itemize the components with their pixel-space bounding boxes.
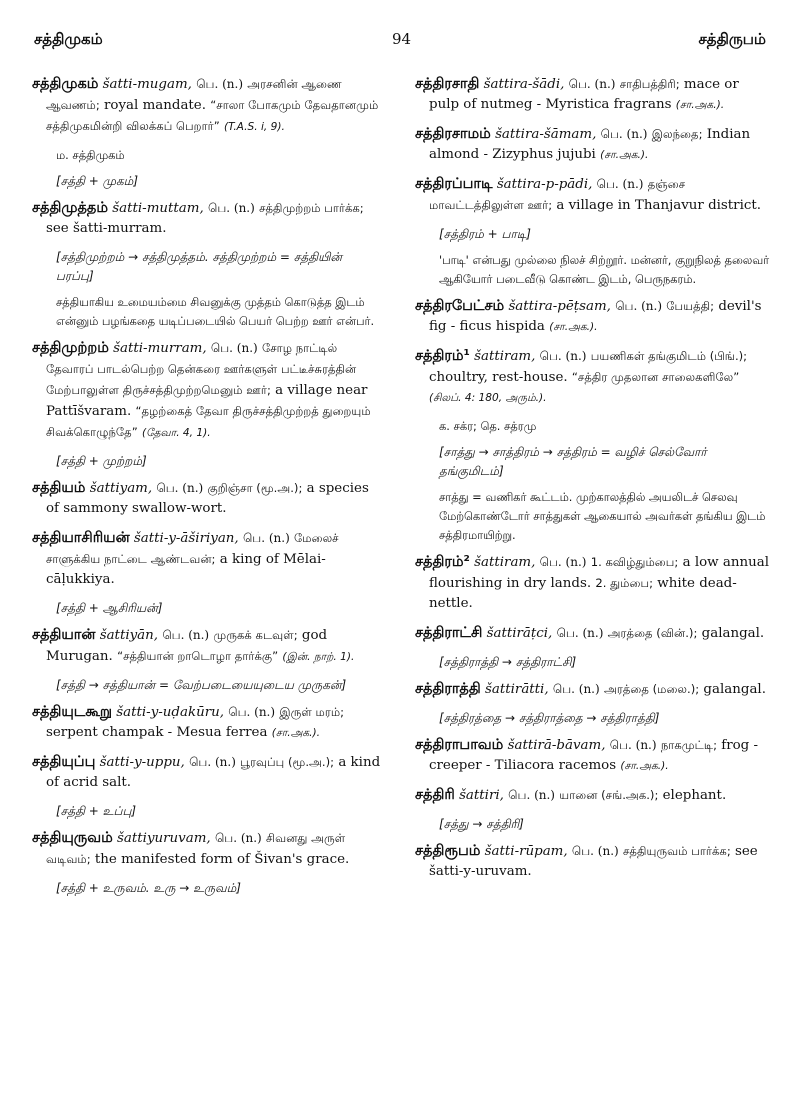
etymology: [சத்தி + உப்பு] — [56, 804, 137, 818]
dictionary-entry — [415, 124, 770, 165]
tamil-definition: இலந்தை; — [651, 127, 703, 141]
headword: சத்திரம்¹ — [415, 348, 470, 364]
etymology: [சத்தி + முகம்] — [56, 174, 138, 188]
headword: சத்திமுற்றம் — [32, 340, 109, 356]
headword: சத்திரம்² — [415, 554, 470, 570]
tamil-definition: சோழ நாட்டில் தேவாரப் பாடல்பெற்ற தென்கரை ஊர்களுள் பட்டீச்சுரத்தின் மேற்பாலுள்ள திருச்சத்திமுற்றமெனும் ஊர்; — [46, 341, 357, 397]
part-of-speech: பெ. (n.) — [210, 341, 258, 355]
headword: சத்திமுத்தம் — [32, 200, 109, 216]
dictionary-entry — [415, 735, 770, 776]
tamil-definition: 1. கவிழ்தும்பை; — [590, 555, 679, 569]
part-of-speech: பெ. (n.) — [214, 831, 262, 845]
transliteration: šattira-pēṭsam, — [508, 299, 611, 314]
citation-quote: “சாலா போகமும் தேவதானமும் சத்திமுகமின்றி விலக்கப் பெறார்” — [46, 98, 379, 133]
headword: சத்தியுடகூறு — [32, 704, 112, 720]
transliteration: šattira-p-pādi, — [496, 177, 593, 192]
header-right-word: சத்திருபம் — [698, 30, 766, 48]
headword: சத்திரசாதி — [415, 76, 480, 92]
citation-source: (சா.அக.). — [620, 760, 669, 772]
transliteration: šattiyān, — [99, 628, 159, 643]
part-of-speech: பெ. (n.) — [189, 755, 236, 769]
tamil-definition: 2. தும்பை; — [595, 576, 653, 590]
english-definition: a village in Thanjavur district. — [556, 198, 762, 213]
citation-source: (சா.அக.). — [600, 149, 649, 161]
part-of-speech: பெ. (n.) — [196, 77, 244, 91]
tamil-definition: நாகமுட்டி; — [660, 738, 717, 752]
part-of-speech: பெ. (n.) — [242, 531, 290, 545]
headword: சத்தியாசிரியன் — [32, 530, 130, 546]
tamil-definition: சாதிபத்திரி; — [619, 77, 680, 91]
left-column — [32, 74, 382, 905]
dictionary-entry — [32, 752, 382, 793]
transliteration: šatti-muttam, — [112, 201, 204, 216]
etymology: [சத்தி + முற்றம்] — [56, 454, 147, 468]
etymology: [சத்திராத்தி → சத்திராட்சி] — [439, 655, 577, 669]
transliteration: šattira-šādi, — [483, 77, 565, 92]
english-definition: elephant. — [662, 788, 727, 803]
transliteration: šattiram, — [474, 555, 536, 570]
english-definition: royal mandate. — [104, 98, 206, 113]
part-of-speech: பெ. (n.) — [571, 844, 619, 858]
part-of-speech: பெ. (n.) — [162, 628, 210, 642]
tamil-definition: சத்தியுருவம் பார்க்க; — [622, 844, 731, 858]
part-of-speech: பெ. (n.) — [208, 201, 255, 215]
english-definition: a low annual flourishing in dry lands. — [429, 555, 770, 591]
english-definition: the manifested form of Šivan's grace. — [94, 852, 350, 867]
tamil-definition: மேலைச் சாளுக்கிய நாட்டை ஆண்டவன்; — [46, 531, 339, 566]
part-of-speech: பெ. (n.) — [228, 705, 276, 719]
part-of-speech: பெ. (n.) — [539, 555, 587, 569]
english-definition: white dead-nettle. — [429, 576, 737, 611]
transliteration: šattiram, — [474, 349, 536, 364]
transliteration: šattiri, — [459, 788, 504, 803]
transliteration: šatti-y-uppu, — [99, 755, 185, 770]
etymology: [சத்திரம் + பாடி] — [439, 227, 531, 241]
transliteration: šatti-y-uḍakūru, — [116, 705, 224, 720]
etymology: [சத்து → சத்திரி] — [439, 817, 524, 831]
english-definition: frog - creeper - Tiliacora racemos — [429, 738, 759, 773]
transliteration: šattirātti, — [485, 682, 549, 697]
dictionary-entry — [415, 552, 770, 614]
tamil-definition: குறிஞ்சா (மூ.அ.); — [207, 481, 303, 495]
dictionary-entry — [415, 74, 770, 115]
page-number: 94 — [392, 30, 412, 48]
part-of-speech: பெ. (n.) — [568, 77, 616, 91]
dictionary-entry — [415, 785, 770, 806]
english-definition: see šatti-y-uruvam. — [429, 844, 758, 879]
entry-note: ம. சத்திமுகம் — [56, 148, 125, 162]
headword: சத்திராட்சி — [415, 625, 483, 641]
english-definition: see šatti-murram. — [46, 221, 167, 236]
part-of-speech: பெ. (n.) — [600, 127, 648, 141]
transliteration: šatti-murram, — [113, 341, 207, 356]
entry-note: 'பாடி' என்பது முல்லை நிலச் சிற்றூர். மன்னர், குறுநிலத் தலைவர் ஆகியோர் படைவீடு கொண்ட இடம், பெருநகரம். — [439, 253, 770, 286]
citation-source: (சா.அக.). — [271, 727, 321, 739]
right-column — [415, 74, 770, 891]
english-definition: a kind of acrid salt. — [46, 755, 381, 790]
headword: சத்திராபாவம் — [415, 737, 504, 753]
headword: சத்தியுருவம் — [32, 830, 113, 846]
tamil-definition: முருகக் கடவுள்; — [213, 628, 298, 642]
etymology: [சத்திரத்தை → சத்திராத்தை → சத்திராத்தி] — [439, 711, 660, 725]
citation-quote: “தழற்கைத் தேவா திருச்சத்திமுற்றத் துறையும் சிவக்கொழுந்தே” — [46, 404, 371, 439]
part-of-speech: பெ. (n.) — [556, 626, 604, 640]
etymology: [சத்தி → சத்தியான் = வேற்படையையுடைய முருகன்] — [56, 678, 347, 692]
english-definition: serpent champak - Mesua ferrea — [46, 725, 268, 740]
entry-note: சாத்து = வணிகர் கூட்டம். முற்காலத்தில் அயலிடச் செலவு மேற்கொண்டோர் சாத்துகள் ஆகையால் அவர்கள் தங்கிய இடம் சத்திரமாயிற்று. — [439, 490, 766, 542]
part-of-speech: பெ. (n.) — [552, 682, 600, 696]
transliteration: šattirā-bāvam, — [507, 738, 606, 753]
english-definition: devil's fig - ficus hispida — [429, 299, 762, 334]
dictionary-entry — [32, 74, 382, 137]
part-of-speech: பெ. (n.) — [596, 177, 644, 191]
transliteration: šatti-y-āširiyan, — [133, 531, 239, 546]
etymology: [சத்தி + உருவம். உரு → உருவம்] — [56, 881, 241, 895]
citation-source: (இன். நாற். 1). — [282, 651, 355, 663]
dictionary-entry — [32, 828, 382, 870]
headword: சத்திரசாமம் — [415, 126, 491, 142]
tamil-definition: சத்திமுற்றம் பார்க்க; — [259, 201, 364, 215]
dictionary-entry — [415, 346, 770, 408]
dictionary-entry — [32, 702, 382, 743]
headword: சத்திரபேட்சம் — [415, 298, 505, 314]
part-of-speech: பெ. (n.) — [156, 481, 204, 495]
etymology: [சத்திமுற்றம் → சத்திமுத்தம். சத்திமுற்றம் = சத்தியின் பரப்பு] — [56, 250, 343, 283]
citation-source: (சிலப். 4: 180, அரும்.). — [429, 392, 547, 404]
headword: சத்திரூபம் — [415, 843, 481, 859]
part-of-speech: பெ. (n.) — [539, 349, 587, 363]
entry-note: க. சக்ர; தெ. சத்ரமு — [439, 419, 537, 433]
etymology: [சத்தி + ஆசிரியன்] — [56, 601, 163, 615]
english-definition: a village near Pattīšvaram. — [46, 383, 368, 419]
citation-source: (T.A.S. i, 9). — [223, 121, 285, 133]
etymology: [சாத்து → சாத்திரம் → சத்திரம் = வழிச் செல்வோர் தங்குமிடம்] — [439, 445, 707, 478]
headword: சத்திரப்பாடி — [415, 176, 493, 192]
part-of-speech: பெ. (n.) — [609, 738, 657, 752]
dictionary-entry — [415, 174, 770, 216]
dictionary-entry — [415, 623, 770, 644]
tamil-definition: தஞ்சை மாவட்டத்திலுள்ள ஊர்; — [429, 177, 686, 212]
entry-note: சத்தியாகிய உமையம்மை சிவனுக்கு முத்தம் கொடுத்த இடம் என்னும் பழங்கதை யடிப்படையில் பெயர் பெற்ற ஊர் என்பர். — [56, 295, 375, 328]
tamil-definition: அரத்தை (மலை.); — [603, 682, 700, 696]
tamil-definition: இருள் மரம்; — [279, 705, 345, 719]
part-of-speech: பெ. (n.) — [508, 788, 555, 802]
english-definition: god Murugan. — [46, 628, 328, 664]
english-definition: a species of sammony swallow-wort. — [46, 481, 369, 516]
transliteration: šatti-mugam, — [102, 77, 192, 92]
part-of-speech: பெ. (n.) — [615, 299, 663, 313]
tamil-definition: அரசனின் ஆணை ஆவணம்; — [46, 77, 342, 112]
citation-quote: “சத்தியான் றாடொழா தார்க்கு” — [117, 649, 279, 663]
tamil-definition: சிவனது அருள் வடிவம்; — [46, 831, 346, 866]
dictionary-entry — [32, 198, 382, 239]
citation-source: (தேவா. 4, 1). — [141, 427, 211, 439]
transliteration: šatti-rūpam, — [484, 844, 568, 859]
tamil-definition: பேயத்தி; — [666, 299, 715, 313]
transliteration: šattiyam, — [89, 481, 153, 496]
page-header — [0, 30, 800, 54]
headword: சத்தியான் — [32, 627, 96, 643]
english-definition: a king of Mēlai-cāḷukkiya. — [46, 552, 326, 587]
headword: சத்திரி — [415, 787, 455, 803]
citation-source: (சா.அக.). — [549, 321, 598, 333]
headword: சத்தியுப்பு — [32, 754, 96, 770]
dictionary-entry — [32, 338, 382, 443]
dictionary-entry — [415, 679, 770, 700]
tamil-definition: அரத்தை (வின்.); — [607, 626, 698, 640]
headword: சத்தியம் — [32, 480, 86, 496]
tamil-definition: பயணிகள் தங்குமிடம் (பிங்.); — [590, 349, 748, 363]
english-definition: choultry, rest-house. — [429, 370, 568, 385]
headword: சத்திராத்தி — [415, 681, 481, 697]
transliteration: šattirāṭci, — [486, 626, 553, 641]
english-definition: galangal. — [701, 626, 765, 641]
english-definition: galangal. — [703, 682, 766, 697]
tamil-definition: பூரவுப்பு (மூ.அ.); — [240, 755, 335, 769]
headword: சத்திமுகம் — [32, 76, 99, 92]
dictionary-entry — [32, 478, 382, 519]
dictionary-entry — [32, 625, 382, 667]
transliteration: šattira-šāmam, — [495, 127, 597, 142]
header-left-word: சத்திமுகம் — [34, 30, 103, 48]
dictionary-entry — [32, 528, 382, 590]
dictionary-entry — [415, 296, 770, 337]
dictionary-entry — [415, 841, 770, 882]
citation-quote: “சத்திர முதலான சாலைகளிலே” — [571, 370, 740, 384]
citation-source: (சா.அக.). — [675, 99, 725, 111]
transliteration: šattiyuruvam, — [117, 831, 211, 846]
english-definition: mace or pulp of nutmeg - Myristica fragrans — [429, 77, 739, 112]
tamil-definition: யானை (சங்.அக.); — [559, 788, 659, 802]
english-definition: Indian almond - Zizyphus jujubi — [429, 127, 751, 162]
